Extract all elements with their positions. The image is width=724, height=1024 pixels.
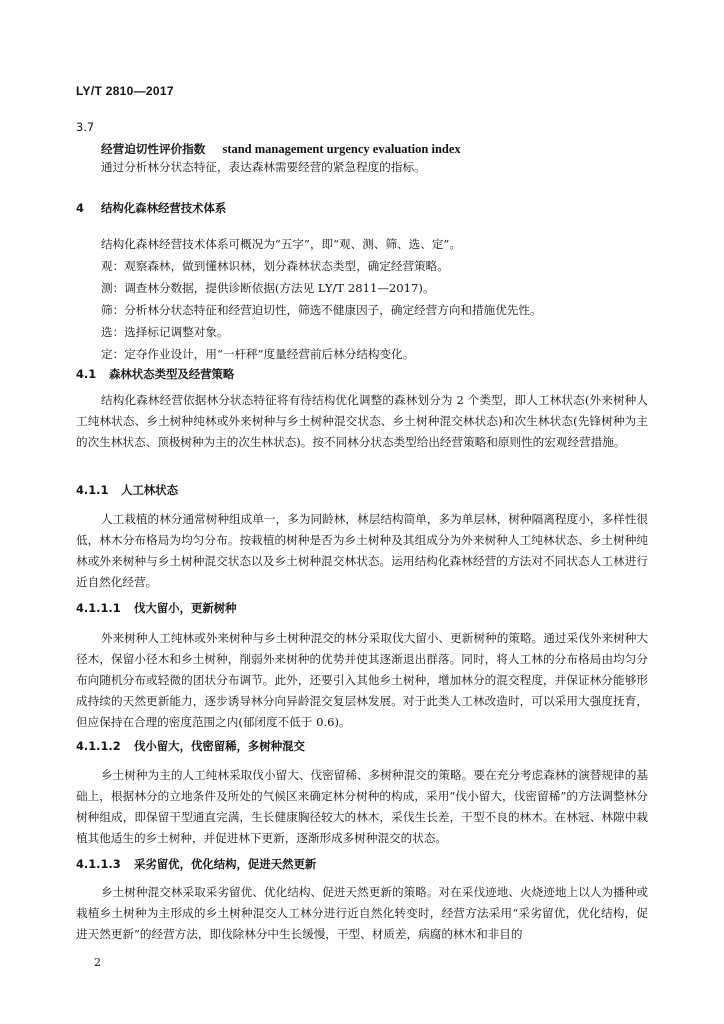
- section-4-1-1-1-heading: [76, 600, 237, 616]
- section-4-1-1-3-heading: [76, 856, 316, 872]
- term-definition: 通过分析林分状态特征，表达森林需要经营的紧急程度的指标。: [101, 160, 426, 174]
- section-4-1-1-2-heading: [76, 738, 305, 754]
- term-english: stand management urgency evaluation index: [222, 142, 461, 156]
- s4-line: 定：定夺作业设计，用“一杆秤”度量经营前后林分结构变化。: [101, 347, 415, 361]
- section-number: 4.1: [76, 367, 97, 381]
- section-3-7-term: [101, 138, 461, 157]
- section-title: 人工林状态: [121, 483, 178, 497]
- header-standard-code: LY/T 2810—2017: [76, 84, 174, 98]
- section-title: 结构化森林经营技术体系: [101, 201, 227, 215]
- s4112-paragraph: 乡土树种为主的人工纯林采取伐小留大、伐密留稀、多树种混交的策略。要在充分考虑森林的演替规律的基础上，根据林分的立地条件及所处的气候区来确定林分树种的构成，采用“伐小留大，伐密留稀”的方法调整林分树种组成，即保留干型通直完满，生长健康胸径较大的林木，采伐生长差，干型不良的林木。在林冠、林隙中栽植其他适生的乡土树种，并促进林下更新，逐渐形成多树种混交的状态。: [76, 768, 648, 845]
- s41-paragraph: 结构化森林经营依据林分状态特征将有待结构优化调整的森林划分为 2 个类型，即人工林状态(外来树种人工纯林状态、乡土树种纯林或外来树种与乡土树种混交状态、乡土树种混交林状态)和次生林状态(先锋树种为主的次生林状态、顶极树种为主的次生林状态)。按不同林分状态类型给出经营策略和原则性的宏观经营措施。: [76, 393, 648, 449]
- section-title: 伐大留小，更新树种: [134, 601, 237, 615]
- section-4-1-heading: [76, 366, 234, 382]
- section-number: 4: [76, 201, 84, 215]
- section-number: 4.1.1.2: [76, 739, 121, 753]
- section-4-heading: [76, 200, 226, 216]
- section-4-1-1-heading: [76, 482, 178, 498]
- s4111-paragraph: 外来树种人工纯林或外来树种与乡土树种混交的林分采取伐大留小、更新树种的策略。通过采伐外来树种大径木，保留小径木和乡土树种，削弱外来树种的优势并使其逐渐退出群落。同时，将人工林的分布格局由均匀分布向随机分布或轻微的团状分布调节。此外，还要引入其他乡土树种，增加林分的混交程度，并保证林分能够形成持续的天然更新能力，逐步诱导林分向异龄混交复层林发展。对于此类人工林改造时，可以采用大强度抚育，但应保持在合理的密度范围之内(郁闭度不低于 0.6)。: [76, 631, 648, 729]
- section-number: 4.1.1.1: [76, 601, 121, 615]
- s4-line: 结构化森林经营技术体系可概况为“五字”，即“观、测、筛、选、定”。: [101, 237, 461, 251]
- s4-line: 选：选择标记调整对象。: [101, 325, 229, 339]
- s4-line: 测：调查林分数据，提供诊断依据(方法见 LY/T 2811—2017)。: [101, 281, 435, 295]
- s4113-paragraph: 乡土树种混交林采取采劣留优、优化结构、促进天然更新的策略。对在采伐迹地、火烧迹地上以人为播种或栽植乡土树种为主形成的乡土树种混交人工林分进行近自然化转变时，经营方法采用“采劣留优，优化结构，促进天然更新”的经营方法，即伐除林分中生长缓慢，干型、材质差，病腐的林木和非目的: [76, 885, 648, 941]
- s4-line: 筛：分析林分状态特征和经营迫切性，筛选不健康因子，确定经营方向和措施优先性。: [101, 303, 542, 317]
- page-number: 2: [94, 956, 101, 969]
- term-chinese: 经营迫切性评价指数: [101, 142, 206, 156]
- section-title: 森林状态类型及经营策略: [109, 367, 235, 381]
- s411-paragraph: 人工栽植的林分通常树种组成单一，多为同龄林，林层结构简单，多为单层林，树种隔离程度小，多样性很低，林木分布格局为均匀分布。按栽植的树种是否为乡土树种及其组成分为外来树种人工纯林状态、乡土树种纯林或外来树种与乡土树种混交状态以及乡土树种混交林状态。运用结构化森林经营的方法对不同状态人工林进行近自然化经营。: [76, 512, 648, 589]
- section-title: 采劣留优，优化结构，促进天然更新: [134, 857, 317, 871]
- section-3-7-number: 3.7: [76, 120, 95, 134]
- section-number: 4.1.1.3: [76, 857, 121, 871]
- s4-line: 观：观察森林，做到懂林识林，划分森林状态类型，确定经营策略。: [101, 259, 449, 273]
- section-title: 伐小留大，伐密留稀，多树种混交: [134, 739, 305, 753]
- section-number: 4.1.1: [76, 483, 109, 497]
